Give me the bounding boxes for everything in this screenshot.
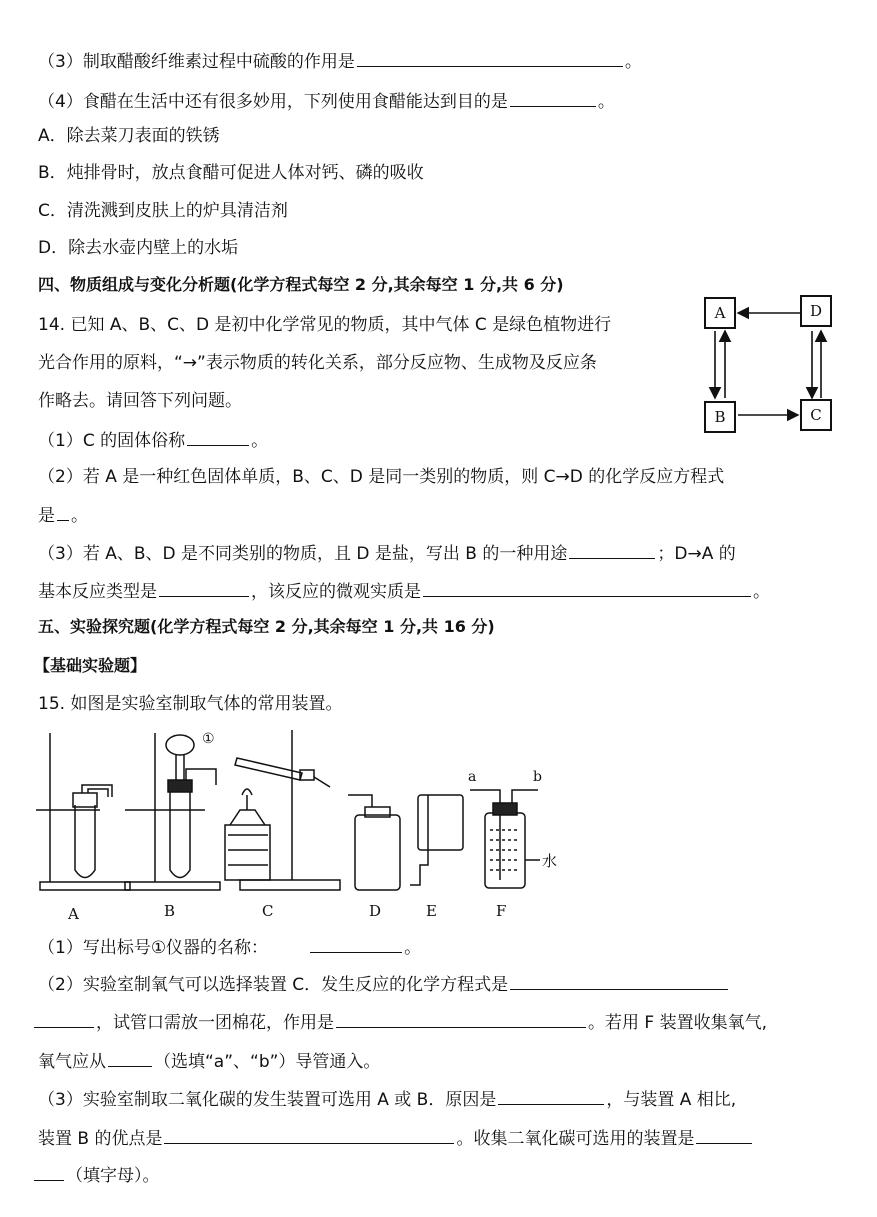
q14-part1 [38, 429, 268, 452]
period: 。 [753, 582, 770, 602]
q14-part2-line2-text: 是 [38, 506, 55, 526]
answer-blank[interactable] [34, 1011, 94, 1028]
apparatus-a [36, 733, 130, 890]
period: 。 [624, 52, 642, 72]
apparatus-f [470, 790, 540, 888]
answer-blank[interactable] [164, 1127, 454, 1144]
answer-blank[interactable] [510, 90, 596, 107]
node-d: D [800, 295, 832, 327]
q15-stem: 15. 如图是实验室制取气体的常用装置。 [38, 694, 343, 714]
answer-blank[interactable] [569, 542, 655, 559]
apparatus-b [125, 733, 220, 890]
q15-part3-text-a: （3）实验室制取二氧化碳的发生装置可选用 A 或 B．原因是 [38, 1090, 497, 1110]
period: 。 [251, 431, 269, 451]
period: 。 [404, 938, 422, 958]
marker-1: ① [202, 731, 215, 747]
q14-stem-line1: 14. 已知 A、B、C、D 是初中化学常见的物质，其中气体 C 是绿色植物进行 [38, 315, 612, 335]
q13-part4 [38, 90, 615, 113]
q15-part1 [38, 936, 421, 959]
q14-part3-line2 [38, 580, 770, 603]
lab-apparatus-figure [30, 725, 570, 925]
option-c: C．清洗溅到皮肤上的炉具清洁剂 [38, 201, 288, 221]
q14-part2-line2 [38, 504, 88, 527]
answer-blank[interactable] [510, 973, 728, 990]
section-5-title: 五、实验探究题(化学方程式每空 2 分,其余每空 1 分,共 16 分) [38, 617, 495, 636]
apparatus-label-b: B [164, 902, 176, 920]
answer-blank[interactable] [423, 580, 751, 597]
q15-part3-line2 [38, 1127, 754, 1150]
q14-part3-line1 [38, 542, 736, 565]
answer-blank[interactable] [498, 1088, 604, 1105]
q15-part2-text-a: （2）实验室制氧气可以选择装置 C．发生反应的化学方程式是 [38, 975, 509, 995]
answer-blank[interactable] [34, 1164, 64, 1181]
option-b: B．炖排骨时，放点食醋可促进人体对钙、磷的吸收 [38, 163, 424, 183]
answer-blank[interactable] [187, 429, 249, 446]
period: 。 [71, 506, 88, 526]
q14-part1-text: （1）C 的固体俗称 [38, 431, 186, 451]
section-5-subtitle: 【基础实验题】 [34, 656, 147, 675]
answer-blank[interactable] [159, 580, 249, 597]
q13-part3 [38, 50, 642, 73]
conversion-diagram [700, 295, 840, 435]
answer-blank[interactable] [108, 1050, 152, 1067]
section-4-title: 四、物质组成与变化分析题(化学方程式每空 2 分,其余每空 1 分,共 6 分) [38, 275, 564, 294]
q14-part3-text-a: （3）若 A、B、D 是不同类别的物质，且 D 是盐，写出 B 的一种用途 [38, 544, 568, 564]
q15-part2-text-c: 。若用 F 装置收集氧气, [588, 1013, 767, 1033]
apparatus-label-d: D [369, 902, 382, 920]
q15-part3-text-b: ，与装置 A 相比, [606, 1090, 737, 1110]
q15-part1-text: （1）写出标号①仪器的名称： [38, 938, 269, 958]
answer-blank[interactable] [310, 936, 402, 953]
q14-part3-text-c: 基本反应类型是 [38, 582, 157, 602]
q15-part3-text-e: （填字母）。 [66, 1166, 160, 1186]
q15-part2-text-b: ，试管口需放一团棉花，作用是 [96, 1013, 334, 1033]
option-a: A．除去菜刀表面的铁锈 [38, 126, 220, 146]
q15-part3-line1 [38, 1088, 736, 1111]
apparatus-d [348, 795, 400, 890]
q15-part2-line3 [38, 1050, 380, 1073]
water-label: 水 [542, 852, 558, 870]
apparatus-label-f: F [496, 902, 507, 920]
apparatus-c [225, 730, 340, 890]
node-b: B [704, 401, 736, 433]
q14-part2-line1: （2）若 A 是一种红色固体单质，B、C、D 是同一类别的物质，则 C→D 的化学反应方程式 [38, 467, 725, 487]
q14-stem-line2: 光合作用的原料，“→”表示物质的转化关系，部分反应物、生成物及反应条 [38, 353, 597, 373]
node-a: A [704, 297, 736, 329]
q15-part3-line3 [32, 1164, 160, 1187]
q15-part2-line2 [32, 1011, 767, 1034]
apparatus-label-a: A [68, 905, 79, 923]
q15-part2-line1 [38, 973, 730, 996]
apparatus-label-c: C [262, 902, 274, 920]
q13-part3-text: （3）制取醋酸纤维素过程中硫酸的作用是 [38, 52, 355, 72]
q15-part2-text-e: （选填“a”、“b”）导管通入。 [154, 1052, 381, 1072]
port-a-label: a [468, 769, 477, 785]
period: 。 [597, 92, 615, 112]
q15-part3-text-d: 。收集二氧化碳可选用的装置是 [456, 1129, 695, 1149]
q14-part3-text-d: ，该反应的微观实质是 [251, 582, 421, 602]
answer-blank[interactable] [57, 504, 69, 521]
port-b-label: b [533, 769, 542, 785]
node-c: C [800, 399, 832, 431]
option-d: D．除去水壶内壁上的水垢 [38, 238, 239, 258]
answer-blank[interactable] [357, 50, 623, 67]
q13-part4-text: （4）食醋在生活中还有很多妙用，下列使用食醋能达到目的是 [38, 92, 508, 112]
q14-stem-line3: 作略去。请回答下列问题。 [38, 391, 242, 411]
apparatus-e [410, 795, 463, 885]
q14-part3-text-b: ；D→A 的 [657, 544, 736, 564]
answer-blank[interactable] [696, 1127, 752, 1144]
q15-part2-text-d: 氧气应从 [38, 1052, 106, 1072]
q15-part3-text-c: 装置 B 的优点是 [38, 1129, 163, 1149]
apparatus-label-e: E [426, 902, 437, 920]
answer-blank[interactable] [336, 1011, 586, 1028]
